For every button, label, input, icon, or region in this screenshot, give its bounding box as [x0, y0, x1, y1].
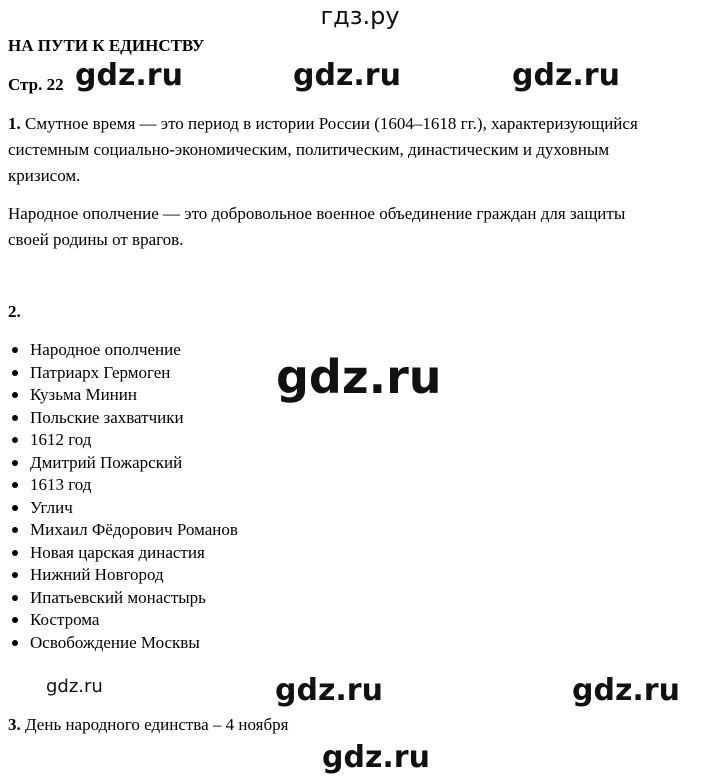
- list-item: [8, 362, 238, 385]
- task1-text: Смутное время — это период в истории России (1604–1618 гг.), характеризующийся: [20, 114, 638, 133]
- bullet-icon: [12, 505, 18, 511]
- watermark: gdz.ru: [75, 58, 183, 93]
- bullet-icon: [12, 437, 18, 443]
- list-item: [8, 519, 238, 542]
- list-item-text: Нижний Новгород: [30, 565, 164, 584]
- list-item-text: Кузьма Минин: [30, 385, 137, 404]
- list-item: [8, 632, 238, 655]
- watermark: gdz.ru: [322, 740, 430, 775]
- task1-line1: [8, 111, 638, 137]
- section-title: НА ПУТИ К ЕДИНСТВУ: [8, 36, 205, 55]
- list-item-text: 1613 год: [30, 475, 92, 494]
- list-item: [8, 452, 238, 475]
- list-item-text: Патриарх Гермоген: [30, 362, 171, 382]
- page-reference: Стр. 22: [8, 75, 64, 94]
- list-item-text: Народное ополчение: [30, 340, 181, 359]
- bullet-icon: [12, 482, 18, 488]
- bullet-icon: [12, 550, 18, 556]
- list-item: [8, 474, 238, 497]
- list-item-text: Ипатьевский монастырь: [30, 587, 206, 607]
- watermark: gdz.ru: [293, 58, 401, 93]
- task2-list: [8, 339, 238, 654]
- list-item-text: Дмитрий Пожарский: [30, 452, 183, 472]
- bullet-icon: [12, 347, 18, 353]
- bullet-icon: [12, 572, 18, 578]
- task3-line: [8, 712, 288, 738]
- list-item: [8, 564, 238, 587]
- watermark: gdz.ru: [572, 673, 680, 708]
- watermark: gdz.ru: [275, 673, 383, 708]
- list-item: [8, 609, 238, 632]
- list-item-text: Польские захватчики: [30, 407, 184, 427]
- list-item: [8, 497, 238, 520]
- bullet-icon: [12, 370, 18, 376]
- list-item-text: Михаил Фёдорович Романов: [30, 520, 238, 539]
- watermark: gdz.ru: [276, 350, 442, 404]
- bullet-icon: [12, 595, 18, 601]
- list-item: [8, 339, 238, 362]
- watermark: gdz.ru: [512, 58, 620, 93]
- bullet-icon: [12, 460, 18, 466]
- task3-number: 3.: [8, 715, 21, 734]
- list-item: [8, 384, 238, 407]
- site-header: гдз.ру: [320, 2, 400, 30]
- task1-line5: своей родины от врагов.: [8, 230, 184, 249]
- list-item: [8, 542, 238, 565]
- list-item-text: Освобождение Москвы: [30, 632, 200, 652]
- task1-number: 1.: [8, 114, 21, 133]
- task1-line3: кризисом.: [8, 166, 81, 185]
- list-item-text: 1612 год: [30, 430, 92, 449]
- list-item: [8, 429, 238, 452]
- bullet-icon: [12, 392, 18, 398]
- list-item: [8, 587, 238, 610]
- task3-text: День народного единства – 4 ноября: [20, 715, 289, 734]
- list-item-text: Новая царская династия: [30, 542, 205, 562]
- list-item: [8, 407, 238, 430]
- task1-line2: системным социально-экономическим, политическим, династическим и духовным: [8, 140, 610, 159]
- bullet-icon: [12, 617, 18, 623]
- list-item-text: Кострома: [30, 610, 100, 629]
- list-item-text: Углич: [30, 497, 73, 517]
- watermark: gdz.ru: [46, 676, 103, 697]
- task1-line4: Народное ополчение — это добровольное военное объединение граждан для защиты: [8, 204, 626, 223]
- bullet-icon: [12, 640, 18, 646]
- bullet-icon: [12, 415, 18, 421]
- task2-number: 2.: [8, 302, 21, 321]
- bullet-icon: [12, 527, 18, 533]
